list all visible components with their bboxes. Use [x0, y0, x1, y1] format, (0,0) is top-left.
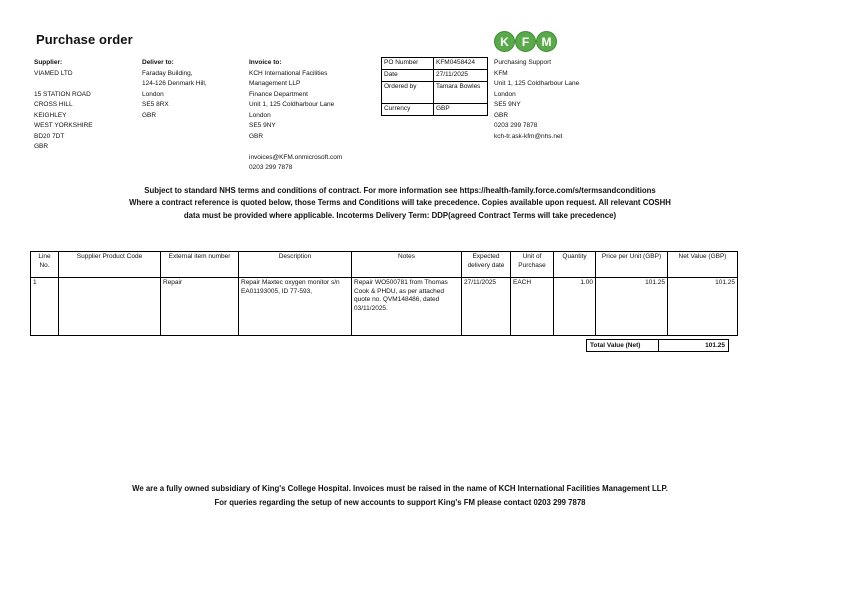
- header-quantity: Quantity: [554, 252, 596, 278]
- kfm-logo: [494, 31, 564, 55]
- invoice-email[interactable]: invoices@KFM.onmicrosoft.com: [249, 153, 343, 161]
- purchasing-line: KFM: [494, 69, 508, 77]
- total-label: Total Value (Net): [587, 340, 659, 352]
- supplier-line: WEST YORKSHIRE: [34, 122, 93, 129]
- table-row: [31, 278, 738, 336]
- cell-external-item: Repair: [161, 278, 239, 336]
- supplier-line: VIAMED LTD: [34, 69, 73, 77]
- logo-letter-f: F: [515, 31, 536, 52]
- purchasing-line: 0203 299 7878: [494, 122, 538, 129]
- supplier-line: CROSS HILL: [34, 101, 73, 108]
- deliver-to-line: SE5 8RX: [142, 101, 169, 108]
- supplier-line: GBR: [34, 143, 49, 150]
- cell-expected-date: 27/11/2025: [462, 278, 511, 336]
- header-net: Net Value (GBP): [668, 252, 738, 278]
- purchasing-line: GBR: [494, 111, 509, 119]
- logo-letter-m: M: [536, 31, 557, 52]
- po-info-value: KFM0458424: [434, 58, 488, 70]
- deliver-to-line: GBR: [142, 111, 157, 119]
- cell-unit: EACH: [511, 278, 554, 336]
- po-info-key: Currency: [382, 104, 434, 116]
- header-external-item: External item number: [161, 252, 239, 278]
- total-box: [586, 339, 729, 352]
- header-supplier-code: Supplier Product Code: [59, 252, 161, 278]
- supplier-line: BD20 7DT: [34, 132, 65, 140]
- po-info-key: PO Number: [382, 58, 434, 70]
- terms-block: [20, 185, 780, 222]
- supplier-label: Supplier:: [34, 59, 63, 66]
- po-info-key: Date: [382, 70, 434, 82]
- invoice-to-line: KCH International Facilities: [249, 69, 328, 77]
- footer-line: For queries regarding the setup of new accounts to support King's FM please contact 0203 299 7878: [214, 498, 586, 507]
- header-notes: Notes: [352, 252, 462, 278]
- footer-line: We are a fully owned subsidiary of King's College Hospital. Invoices must be raised in the name of KCH International Facilities Management LLP.: [132, 484, 668, 493]
- items-table: [30, 251, 738, 336]
- total-value: 101.25: [659, 340, 729, 352]
- purchasing-line: Unit 1, 125 Coldharbour Lane: [494, 80, 580, 87]
- po-info-row: [382, 104, 488, 116]
- po-info-row: [382, 70, 488, 82]
- deliver-to-block: [142, 58, 207, 121]
- invoice-to-line: SE5 9NY: [249, 122, 276, 129]
- po-info-row: [382, 82, 488, 104]
- total-row: [587, 340, 729, 352]
- po-info-key: Ordered by: [382, 82, 434, 104]
- purchasing-line: SE5 9NY: [494, 101, 521, 108]
- supplier-line: [34, 79, 93, 90]
- purchasing-block: [494, 58, 579, 142]
- purchasing-line: Purchasing Support: [494, 59, 552, 66]
- deliver-to-label: Deliver to:: [142, 59, 174, 66]
- cell-net: 101.25: [668, 278, 738, 336]
- supplier-line: 15 STATION ROAD: [34, 90, 91, 98]
- invoice-to-line: Management LLP: [249, 80, 301, 87]
- deliver-to-line: Faraday Building,: [142, 69, 193, 77]
- terms-line: Where a contract reference is quoted below, those Terms and Conditions will take precedence. Copies available upon request. All relevant COSHH: [129, 198, 671, 208]
- invoice-to-line: GBR: [249, 132, 264, 140]
- purchasing-line: London: [494, 90, 516, 98]
- page-title: Purchase order: [36, 32, 133, 47]
- terms-line: data must be provided where applicable. Incoterms Delivery Term: DDP(agreed Contract Terms will take precedence): [183, 210, 617, 220]
- supplier-block: [34, 58, 93, 153]
- supplier-line: KEIGHLEY: [34, 111, 67, 119]
- cell-notes: Repair WO500781 from Thomas Cook & PHDU, as per attached quote no. QVM148486, dated 03/11/2025.: [352, 278, 462, 336]
- invoice-to-label: Invoice to:: [249, 59, 282, 66]
- cell-description: Repair Maxtec oxygen monitor s/n EA01193005, ID 77-593,: [239, 278, 352, 336]
- po-info-row: [382, 58, 488, 70]
- purchasing-email[interactable]: kch-tr.ask-kfm@nhs.net: [494, 132, 563, 140]
- invoice-to-line: Unit 1, 125 Coldharbour Lane: [249, 101, 335, 108]
- invoice-to-line: Finance Department: [249, 90, 308, 98]
- invoice-phone: 0203 299 7878: [249, 164, 293, 171]
- invoice-to-line: London: [249, 111, 271, 119]
- header-unit: Unit of Purchase: [511, 252, 554, 278]
- header-line-no: Line No.: [31, 252, 59, 278]
- po-info-value: Tamara Bowles: [434, 82, 488, 104]
- cell-line-no: 1: [31, 278, 59, 336]
- po-info-table: [381, 57, 488, 116]
- logo-letter-k: K: [494, 31, 515, 52]
- po-info-value: GBP: [434, 104, 488, 116]
- header-expected-date: Expected delivery date: [462, 252, 511, 278]
- header-description: Description: [239, 252, 352, 278]
- footer-block: [20, 482, 780, 510]
- po-info-value: 27/11/2025: [434, 70, 488, 82]
- cell-supplier-code: [59, 278, 161, 336]
- deliver-to-line: 124-126 Denmark Hill,: [142, 80, 207, 87]
- header-price: Price per Unit (GBP): [596, 252, 668, 278]
- deliver-to-line: London: [142, 90, 164, 98]
- invoice-to-block: [249, 58, 342, 174]
- terms-line: Subject to standard NHS terms and conditions of contract. For more information see https://health-family.force.com/s/termsandconditions: [144, 186, 656, 195]
- cell-price: 101.25: [596, 278, 668, 336]
- items-header-row: [31, 252, 738, 278]
- cell-quantity: 1.00: [554, 278, 596, 336]
